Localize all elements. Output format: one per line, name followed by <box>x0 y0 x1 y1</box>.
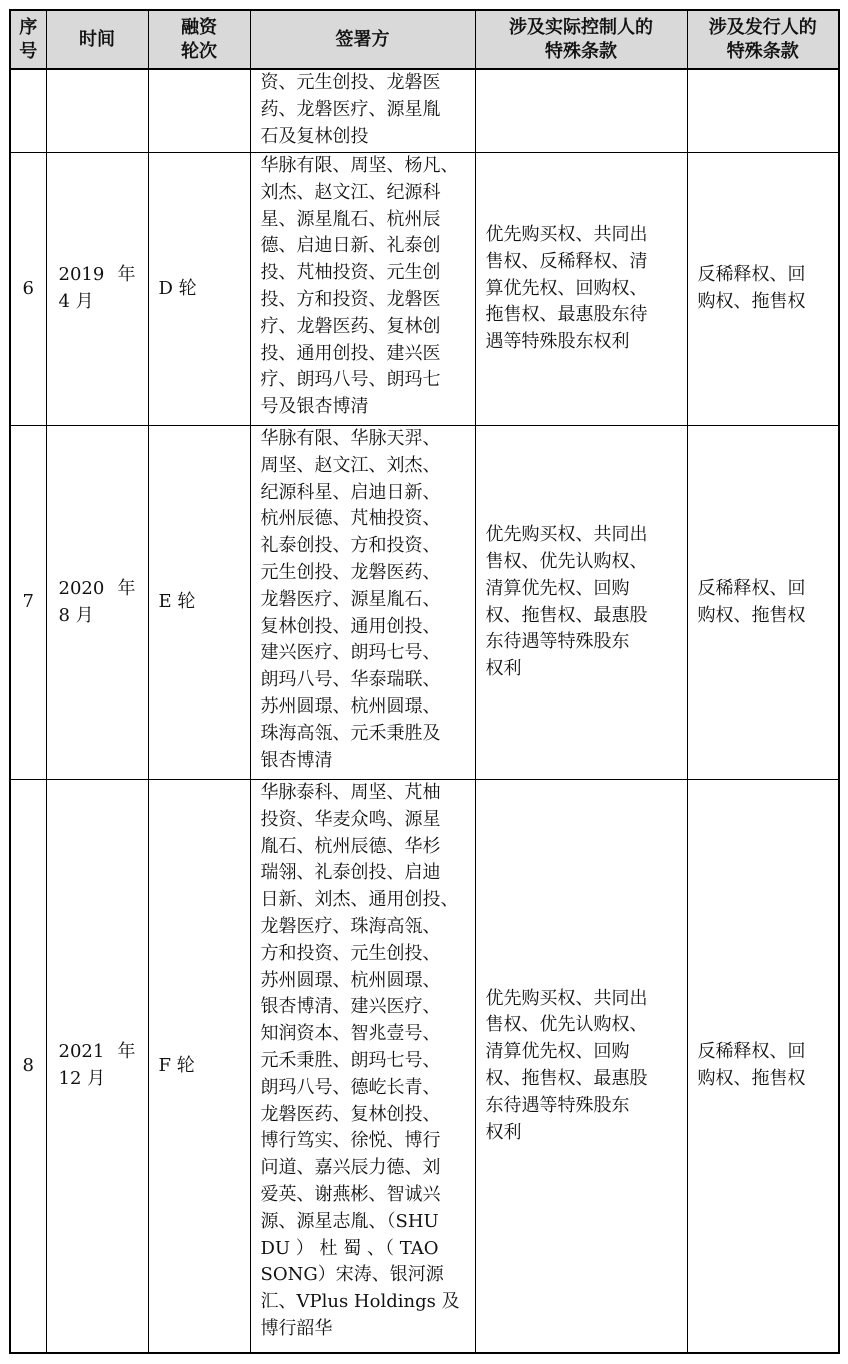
cell-serial-number: 7 <box>10 426 46 780</box>
table-row-round-e <box>10 426 839 780</box>
table-body <box>10 69 839 1353</box>
cell-time <box>46 153 148 426</box>
cell-text-line: 问道、嘉兴辰力德、刘 <box>260 1157 441 1179</box>
cell-text-line: 2020 年 <box>58 577 136 599</box>
cell-signatories <box>250 780 475 1354</box>
cell-text-line: 反稀释权、回 <box>697 264 806 286</box>
cell-text-line: 华脉有限、周坚、杨凡、 <box>260 155 459 176</box>
cell-text-line: 售权、优先认购权、 <box>485 550 648 572</box>
cell-text-line: 反稀释权、回 <box>697 577 806 599</box>
cell-text-line: 苏州圆璟、杭州圆璟、 <box>260 695 441 717</box>
header-controller-special-terms: 涉及实际控制人的 特殊条款 <box>475 10 687 69</box>
cell-text-line: 杭州辰德、芃柚投资、 <box>260 508 441 530</box>
cell-financing-round: E 轮 <box>148 426 250 780</box>
cell-text-line: 银杏博清 <box>260 749 333 771</box>
header-serial-number: 序 号 <box>10 10 46 69</box>
cell-text-line: 售权、反稀释权、清 <box>485 250 648 272</box>
cell-issuer-special-terms <box>687 69 839 153</box>
cell-text-line: 刘杰、赵文江、纪源科 <box>260 181 441 203</box>
cell-text-line: 权利 <box>485 658 522 680</box>
cell-text-line: 知润资本、智兆壹号、 <box>260 1023 441 1045</box>
cell-text-line: 日新、刘杰、通用创投、 <box>260 889 459 911</box>
cell-text-line: 遇等特殊股东权利 <box>485 331 630 353</box>
header-signatories: 签署方 <box>250 10 475 69</box>
cell-text-line: 号及银杏博清 <box>260 396 369 418</box>
cell-text-line: 爱英、谢燕彬、智诚兴 <box>260 1183 441 1205</box>
cell-text-line: 银杏博清、建兴医疗、 <box>260 996 441 1018</box>
cell-text-line: 方和投资、元生创投、 <box>260 942 441 964</box>
cell-signatories <box>250 153 475 426</box>
cell-text-line: 投、方和投资、龙磐医 <box>260 288 441 310</box>
table-header-row <box>10 10 839 69</box>
cell-financing-round: D 轮 <box>148 153 250 426</box>
cell-text-line: 苏州圆璟、杭州圆璟、 <box>260 969 441 991</box>
cell-text-line: 2021 年 <box>58 1041 136 1063</box>
cell-text-line: 德、启迪日新、礼泰创 <box>260 235 441 257</box>
cell-financing-round <box>148 69 250 153</box>
cell-text-line: 博行笃实、徐悦、博行 <box>260 1130 441 1152</box>
financing-table-container <box>9 9 838 1354</box>
cell-text-line: 周坚、赵文江、刘杰、 <box>260 454 441 476</box>
cell-text-line: 8 月 <box>58 604 94 626</box>
cell-text-line: 礼泰创投、方和投资、 <box>260 535 441 557</box>
cell-controller-special-terms <box>475 426 687 780</box>
cell-text-line: 优先购买权、共同出 <box>485 524 648 546</box>
cell-text-line: 朗玛八号、德屹长青、 <box>260 1076 441 1098</box>
cell-signatories <box>250 69 475 153</box>
cell-text-line: 复林创投、通用创投、 <box>260 615 441 637</box>
cell-serial-number: 6 <box>10 153 46 426</box>
cell-text-line: 胤石、杭州辰德、华杉 <box>260 835 441 857</box>
cell-issuer-special-terms <box>687 153 839 426</box>
cell-text-line: 优先购买权、共同出 <box>485 987 648 1009</box>
cell-text-line: 购权、拖售权 <box>697 604 806 626</box>
cell-signatories <box>250 426 475 780</box>
financing-rounds-table <box>9 9 840 1354</box>
cell-text-line: 2019 年 <box>58 264 136 286</box>
cell-financing-round: F 轮 <box>148 780 250 1354</box>
cell-text-line: 投、芃柚投资、元生创 <box>260 262 441 284</box>
header-time: 时间 <box>46 10 148 69</box>
cell-controller-special-terms <box>475 780 687 1354</box>
cell-serial-number: 8 <box>10 780 46 1354</box>
cell-text-line: 元生创投、龙磐医药、 <box>260 561 441 583</box>
table-row-round-d <box>10 153 839 426</box>
cell-text-line: 资、元生创投、龙磐医 <box>260 72 441 93</box>
cell-text-line: 东待遇等特殊股东 <box>485 631 630 653</box>
cell-text-line: 购权、拖售权 <box>697 1068 806 1089</box>
cell-text-line: 拖售权、最惠股东待 <box>485 304 648 326</box>
cell-text-line: 华脉泰科、周坚、芃柚 <box>260 782 441 803</box>
cell-text-line: 4 月 <box>58 291 94 312</box>
cell-controller-special-terms <box>475 69 687 153</box>
cell-text-line: SONG）宋涛、银河源 <box>260 1264 444 1286</box>
cell-text-line: 纪源科星、启迪日新、 <box>260 481 441 503</box>
cell-text-line: 元禾秉胜、朗玛七号、 <box>260 1049 441 1071</box>
table-row-continued <box>10 69 839 153</box>
cell-text-line: 清算优先权、回购 <box>485 1041 630 1063</box>
cell-time <box>46 780 148 1354</box>
cell-text-line: 12 月 <box>58 1068 106 1089</box>
table-row-round-f <box>10 780 839 1354</box>
cell-text-line: 汇、VPlus Holdings 及 <box>260 1291 460 1313</box>
cell-text-line: 权、拖售权、最惠股 <box>485 604 648 626</box>
cell-text-line: 龙磐医疗、珠海高瓴、 <box>260 915 441 937</box>
cell-text-line: 建兴医疗、朗玛七号、 <box>260 642 441 664</box>
cell-text-line: 华脉有限、华脉天羿、 <box>260 428 441 449</box>
cell-text-line: 博行韶华 <box>260 1317 333 1339</box>
cell-text-line: 反稀释权、回 <box>697 1041 806 1063</box>
cell-text-line: 龙磐医疗、源星胤石、 <box>260 588 441 610</box>
cell-text-line: 源、源星志胤、（SHU <box>260 1210 439 1232</box>
cell-text-line: 疗、龙磐医药、复林创 <box>260 315 441 337</box>
cell-text-line: 朗玛八号、华泰瑞联、 <box>260 669 441 691</box>
cell-text-line: 购权、拖售权 <box>697 291 806 312</box>
cell-text-line: 石及复林创投 <box>260 125 369 147</box>
cell-text-line: 东待遇等特殊股东 <box>485 1094 630 1116</box>
cell-text-line: DU ） 杜 蜀 、（ TAO <box>260 1237 439 1259</box>
cell-text-line: 优先购买权、共同出 <box>485 224 648 245</box>
cell-text-line: 清算优先权、回购 <box>485 577 630 599</box>
header-financing-round: 融资 轮次 <box>148 10 250 69</box>
cell-text-line: 疗、朗玛八号、朗玛七 <box>260 369 441 391</box>
cell-text-line: 瑞翎、礼泰创投、启迪 <box>260 862 441 884</box>
cell-issuer-special-terms <box>687 780 839 1354</box>
cell-text-line: 星、源星胤石、杭州辰 <box>260 208 441 230</box>
cell-time <box>46 69 148 153</box>
cell-text-line: 龙磐医药、复林创投、 <box>260 1103 441 1125</box>
cell-text-line: 权、拖售权、最惠股 <box>485 1068 648 1089</box>
cell-text-line: 权利 <box>485 1121 522 1143</box>
cell-text-line: 药、龙磐医疗、源星胤 <box>260 98 441 120</box>
cell-text-line: 算优先权、回购权、 <box>485 277 648 299</box>
cell-text-line: 投、通用创投、建兴医 <box>260 342 441 364</box>
header-issuer-special-terms: 涉及发行人的 特殊条款 <box>687 10 839 69</box>
cell-serial-number <box>10 69 46 153</box>
cell-controller-special-terms <box>475 153 687 426</box>
cell-text-line: 售权、优先认购权、 <box>485 1014 648 1036</box>
cell-text-line: 珠海高瓴、元禾秉胜及 <box>260 722 441 744</box>
cell-issuer-special-terms <box>687 426 839 780</box>
cell-time <box>46 426 148 780</box>
cell-text-line: 投资、华麦众鸣、源星 <box>260 808 441 830</box>
